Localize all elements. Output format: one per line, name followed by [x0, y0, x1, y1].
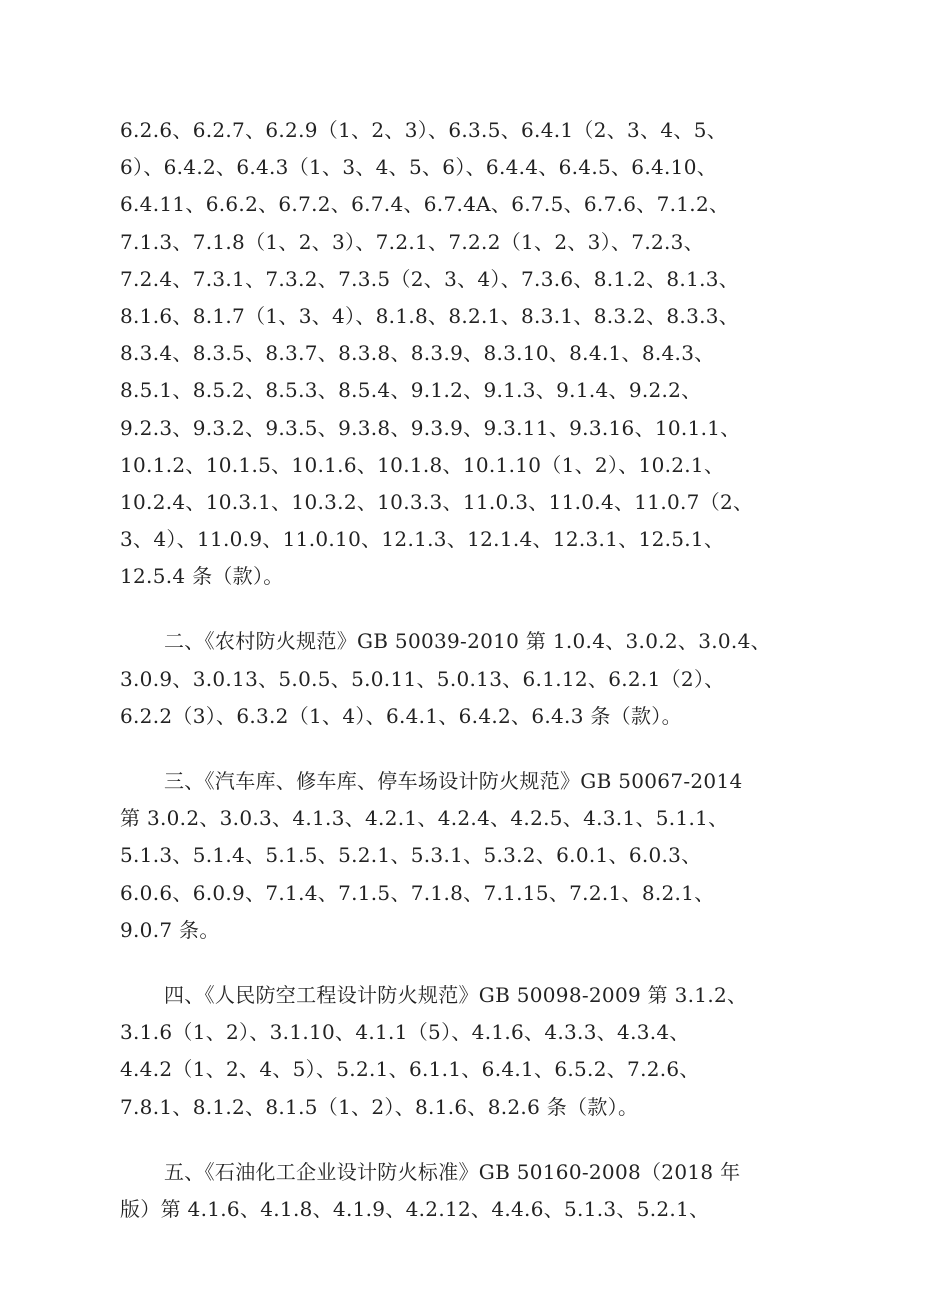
text-line: 10.1.2、10.1.5、10.1.6、10.1.8、10.1.10（1、2）、10.2.1、 [120, 452, 725, 477]
text-line: 7.8.1、8.1.2、8.1.5（1、2）、8.1.6、8.2.6 条（款）。 [120, 1094, 639, 1119]
text-line: 6）、6.4.2、6.4.3（1、3、4、5、6）、6.4.4、6.4.5、6.4.10、 [120, 155, 718, 180]
text-line: 二、《农村防火规范》GB 50039-2010 第 1.0.4、3.0.2、3.0.4、 [164, 629, 771, 654]
paragraph [120, 1154, 900, 1228]
paragraph [120, 112, 900, 595]
paragraph [120, 977, 900, 1126]
text-line: 6.2.6、6.2.7、6.2.9（1、2、3）、6.3.5、6.4.1（2、3、4、5、 [120, 118, 728, 142]
text-line: 6.2.2（3）、6.3.2（1、4）、6.4.1、6.4.2、6.4.3 条（款）。 [120, 703, 682, 728]
text-line: 5.1.3、5.1.4、5.1.5、5.2.1、5.3.1、5.3.2、6.0.1、6.0.3、 [120, 843, 702, 868]
text-line: 12.5.4 条（款）。 [120, 564, 284, 589]
text-line: 6.4.11、6.6.2、6.7.2、6.7.4、6.7.4A、6.7.5、6.7.6、7.1.2、 [120, 192, 730, 217]
text-line: 8.1.6、8.1.7（1、3、4）、8.1.8、8.2.1、8.3.1、8.3.2、8.3.3、 [120, 303, 740, 328]
text-line: 第 3.0.2、3.0.3、4.1.3、4.2.1、4.2.4、4.2.5、4.3.1、5.1.1、 [120, 806, 729, 831]
text-line: 10.2.4、10.3.1、10.3.2、10.3.3、11.0.3、11.0.4、11.0.7（2、 [120, 489, 754, 514]
text-line: 8.5.1、8.5.2、8.5.3、8.5.4、9.1.2、9.1.3、9.1.4、9.2.2、 [120, 378, 702, 403]
text-line: 五、《石油化工企业设计防火标准》GB 50160-2008（2018 年 [164, 1159, 741, 1184]
paragraph [120, 763, 900, 949]
text-line: 四、《人民防空工程设计防火规范》GB 50098-2009 第 3.1.2、 [164, 982, 748, 1007]
text-line: 三、《汽车库、修车库、停车场设计防火规范》GB 50067-2014 [164, 769, 743, 793]
text-line: 7.1.3、7.1.8（1、2、3）、7.2.1、7.2.2（1、2、3）、7.2.3、 [120, 229, 704, 254]
text-line: 3、4）、11.0.9、11.0.10、12.1.3、12.1.4、12.3.1、12.5.1、 [120, 527, 725, 552]
text-line: 9.0.7 条。 [120, 917, 220, 942]
text-line: 6.0.6、6.0.9、7.1.4、7.1.5、7.1.8、7.1.15、7.2.1、8.2.1、 [120, 880, 715, 905]
text-line: 4.4.2（1、2、4、5）、5.2.1、6.1.1、6.4.1、6.5.2、7.2.6、 [120, 1057, 700, 1082]
document-page [120, 112, 900, 1256]
text-line: 3.0.9、3.0.13、5.0.5、5.0.11、5.0.13、6.1.12、6.2.1（2）、 [120, 666, 725, 691]
text-line: 7.2.4、7.3.1、7.3.2、7.3.5（2、3、4）、7.3.6、8.1.2、8.1.3、 [120, 266, 740, 291]
paragraph [120, 623, 900, 735]
text-line: 版）第 4.1.6、4.1.8、4.1.9、4.2.12、4.4.6、5.1.3、5.2.1、 [120, 1196, 710, 1221]
text-line: 8.3.4、8.3.5、8.3.7、8.3.8、8.3.9、8.3.10、8.4.1、8.4.3、 [120, 341, 715, 366]
text-line: 9.2.3、9.3.2、9.3.5、9.3.8、9.3.9、9.3.11、9.3.16、10.1.1、 [120, 415, 741, 440]
text-line: 3.1.6（1、2）、3.1.10、4.1.1（5）、4.1.6、4.3.3、4.3.4、 [120, 1020, 690, 1045]
